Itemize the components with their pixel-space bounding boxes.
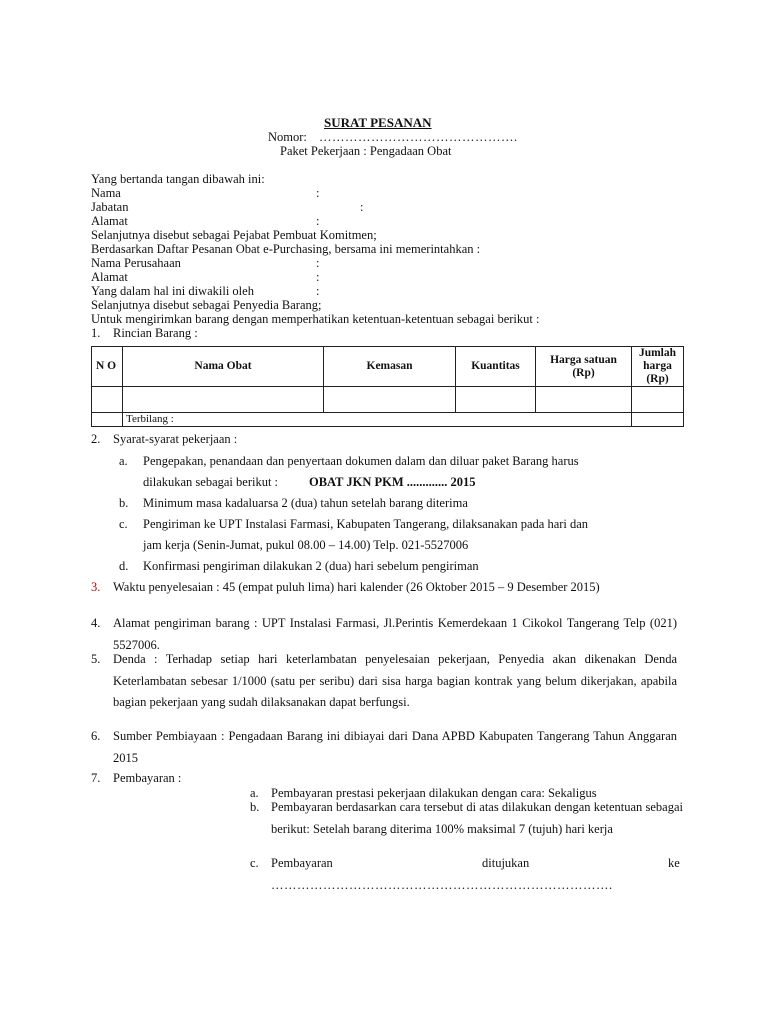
table-cell	[92, 387, 123, 413]
item-letter: b.	[250, 800, 260, 814]
document-title: SURAT PESANAN	[324, 115, 432, 130]
jabatan-colon: :	[360, 200, 364, 214]
intro-line: Yang bertanda tangan dibawah ini:	[91, 172, 265, 186]
section1-number: 1.	[91, 326, 101, 340]
syarat-d: Konfirmasi pengiriman dilakukan 2 (dua) hari sebelum pengiriman	[143, 559, 479, 573]
item-letter: a.	[119, 454, 128, 468]
table-cell	[324, 387, 456, 413]
alamat2-label: Alamat	[91, 270, 128, 284]
sumber-pembiayaan: Sumber Pembiayaan : Pengadaan Barang ini dibiayai dari Dana APBD Kabupaten Tangerang Tahun Anggaran 2015	[113, 729, 677, 765]
table-header-row	[92, 347, 684, 387]
section3-number: 3.	[91, 580, 101, 594]
item-letter: d.	[119, 559, 129, 573]
syarat-c-line2: jam kerja (Senin-Jumat, pukul 08.00 – 14.00) Telp. 021-5527006	[143, 538, 469, 552]
section6-number: 6.	[91, 729, 101, 743]
diwakili-label: Yang dalam hal ini diwakili oleh	[91, 284, 254, 298]
terbilang-label: Terbilang :	[123, 413, 632, 427]
table-cell	[632, 387, 684, 413]
pembayaran-c-word3: ke	[668, 856, 680, 870]
pembayaran-c-word2: ditujukan	[482, 856, 530, 870]
perusahaan-label: Nama Perusahaan	[91, 256, 181, 270]
diwakili-colon: :	[316, 284, 320, 298]
section7-number: 7.	[91, 771, 101, 785]
header-kuantitas: Kuantitas	[456, 347, 536, 387]
terbilang-row	[92, 413, 684, 427]
nomor-value: ……………………………………….	[319, 130, 518, 144]
table-cell	[123, 387, 324, 413]
syarat-a-line1: Pengepakan, penandaan dan penyertaan dokumen dalam dan diluar paket Barang harus	[143, 454, 579, 468]
waktu-penyelesaian: Waktu penyelesaian : 45 (empat puluh lima) hari kalender (26 Oktober 2015 – 9 Desember 2015)	[113, 580, 600, 594]
item-letter: b.	[119, 496, 129, 510]
pembayaran-b: Pembayaran berdasarkan cara tersebut di atas dilakukan dengan ketentuan sebagai berikut: Setelah barang diterima 100% maksimal 7 (tujuh) hari kerja	[271, 800, 683, 836]
section2-number: 2.	[91, 432, 101, 446]
perusahaan-colon: :	[316, 256, 320, 270]
alamat-pengiriman: Alamat pengiriman barang : UPT Instalasi Farmasi, Jl.Perintis Kemerdekaan 1 Cikokol Tangerang Telp (021) 5527006.	[113, 616, 677, 652]
syarat-a-line2: dilakukan sebagai berikut :	[143, 475, 279, 489]
header-no: N O	[92, 347, 123, 387]
syarat-b: Minimum masa kadaluarsa 2 (dua) tahun setelah barang diterima	[143, 496, 468, 510]
item-letter: c.	[119, 517, 128, 531]
table-cell	[456, 387, 536, 413]
header-harga-satuan: Harga satuan (Rp)	[536, 347, 632, 387]
denda-text: Denda : Terhadap setiap hari keterlambatan penyelesaian pekerjaan, Penyedia akan dikenakan Denda Keterlambatan sebesar 1/1000 (satu per seribu) dari sisa harga bagian kontrak yang belum dikerjakan, apabila bagian pekerjaan yang sudah dilaksanakan dapat berfungsi.	[113, 652, 677, 709]
section2-label: Syarat-syarat pekerjaan :	[113, 432, 238, 446]
alamat-label: Alamat	[91, 214, 128, 228]
nomor-label: Nomor:	[268, 130, 307, 144]
berdasarkan-line: Berdasarkan Daftar Pesanan Obat e-Purchasing, bersama ini memerintahkan :	[91, 242, 481, 256]
pejabat-line: Selanjutnya disebut sebagai Pejabat Pembuat Komitmen;	[91, 228, 377, 242]
section1-label: Rincian Barang :	[113, 326, 198, 340]
item-letter: c.	[250, 856, 259, 870]
pembayaran-c-word1: Pembayaran	[271, 856, 333, 870]
jabatan-label: Jabatan	[91, 200, 129, 214]
header-kemasan: Kemasan	[324, 347, 456, 387]
syarat-a-bold: OBAT JKN PKM ............. 2015	[309, 475, 476, 489]
table-row	[92, 387, 684, 413]
alamat-colon: :	[316, 214, 320, 228]
untuk-line: Untuk mengirimkan barang dengan memperhatikan ketentuan-ketentuan sebagai berikut :	[91, 312, 540, 326]
section7-label: Pembayaran :	[113, 771, 182, 785]
table-cell	[92, 413, 123, 427]
nama-label: Nama	[91, 186, 121, 200]
pembayaran-c-dots: …………………………………………………………………….	[271, 878, 613, 892]
item-letter: a.	[250, 786, 259, 800]
syarat-c-line1: Pengiriman ke UPT Instalasi Farmasi, Kabupaten Tangerang, dilaksanakan pada hari dan	[143, 517, 589, 531]
nama-colon: :	[316, 186, 320, 200]
pembayaran-a: Pembayaran prestasi pekerjaan dilakukan dengan cara: Sekaligus	[271, 786, 597, 800]
table-cell	[536, 387, 632, 413]
header-jumlah-harga: Jumlah harga (Rp)	[632, 347, 684, 387]
paket-pekerjaan: Paket Pekerjaan : Pengadaan Obat	[280, 144, 452, 158]
section4-number: 4.	[91, 616, 101, 630]
section5-number: 5.	[91, 652, 101, 666]
table-cell	[632, 413, 684, 427]
alamat2-colon: :	[316, 270, 320, 284]
header-nama-obat: Nama Obat	[123, 347, 324, 387]
penyedia-line: Selanjutnya disebut sebagai Penyedia Barang;	[91, 298, 322, 312]
rincian-barang-table	[91, 346, 684, 427]
